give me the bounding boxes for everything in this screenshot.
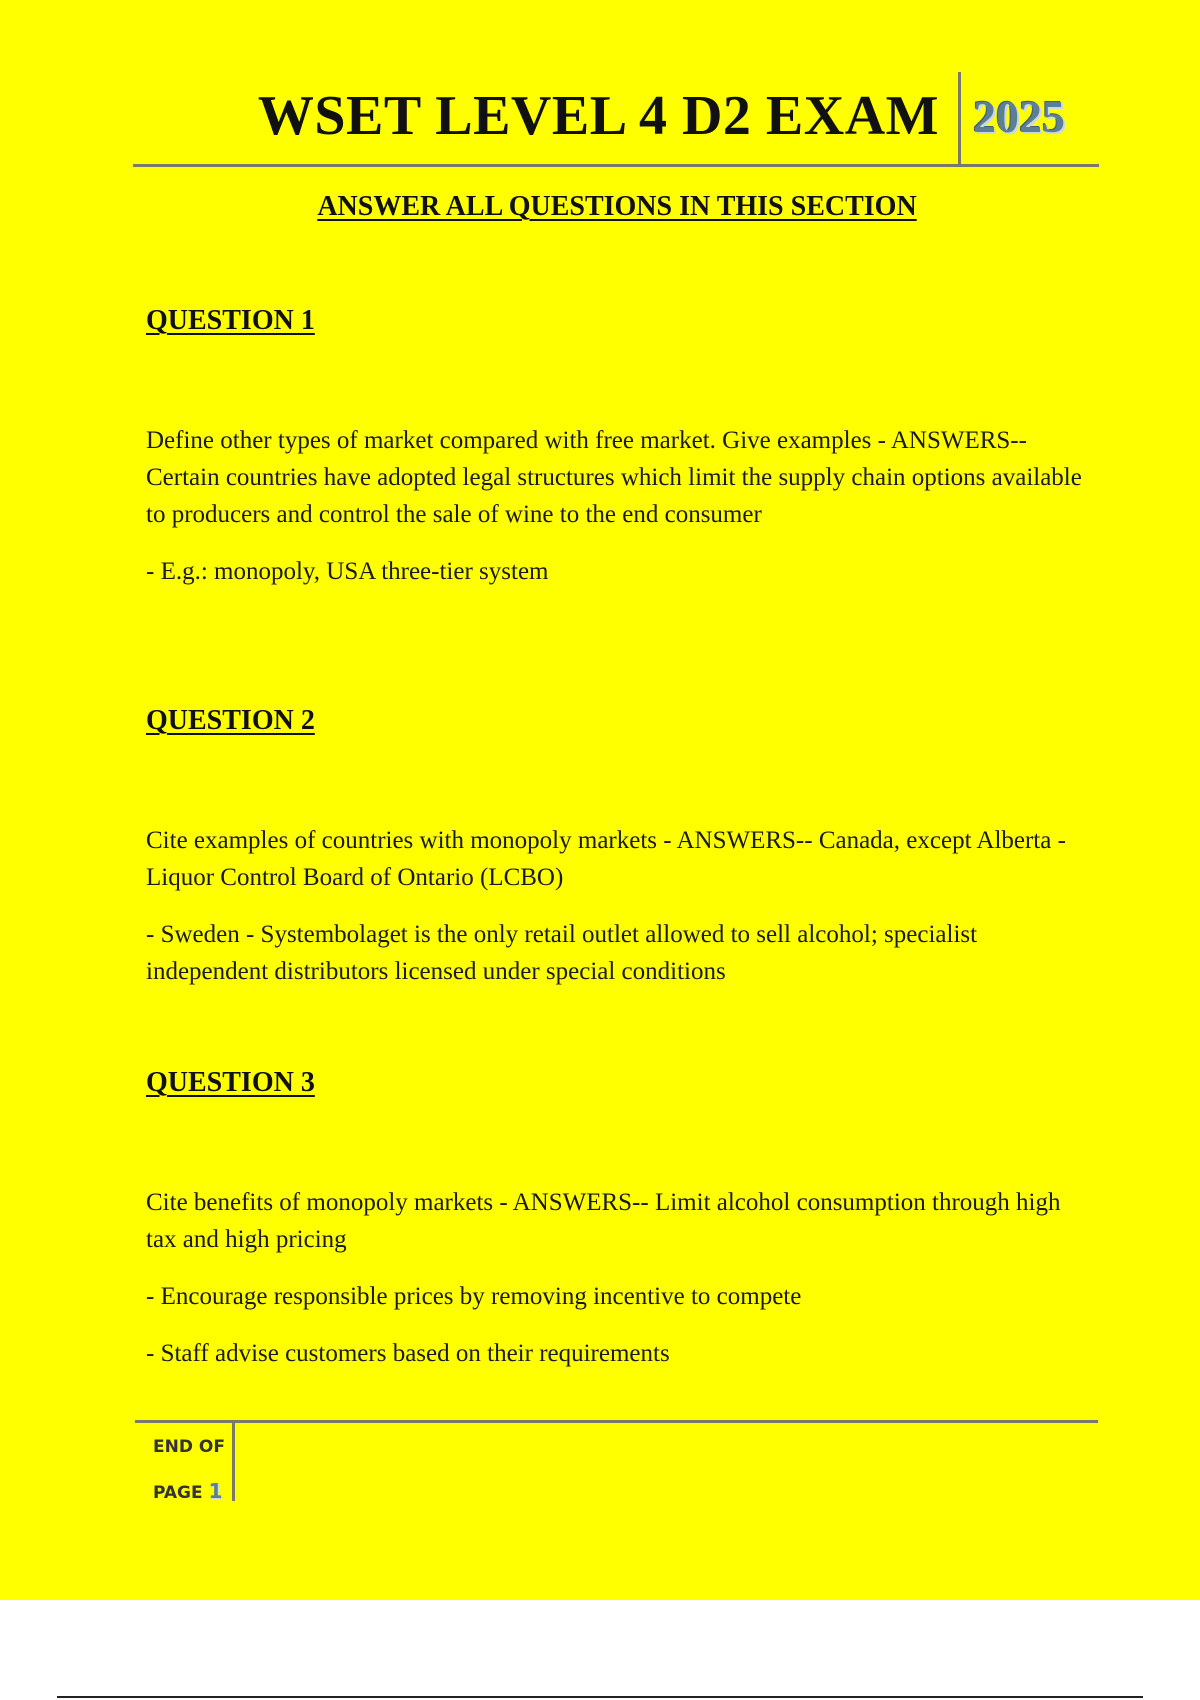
answer-bullet: - Sweden - Systembolaget is the only retail outlet allowed to sell alcohol; specialist independent distributors licensed under special conditions	[146, 921, 978, 985]
footer-divider	[232, 1423, 235, 1501]
section-heading: ANSWER ALL QUESTIONS IN THIS SECTION	[317, 191, 917, 222]
header-divider	[958, 72, 961, 164]
question-heading: QUESTION 1	[146, 305, 315, 336]
question-text: Define other types of market compared with free market. Give examples - ANSWERS-- Certain countries have adopted legal structures which limit the supply chain options available to producers and control the sale of wine to the end consumer	[146, 427, 1082, 528]
end-of-label: END OF	[153, 1437, 225, 1457]
question-1	[146, 305, 1091, 590]
question-text: Cite examples of countries with monopoly markets - ANSWERS-- Canada, except Alberta - Liquor Control Board of Ontario (LCBO)	[146, 827, 1066, 891]
question-2	[146, 705, 1091, 990]
page-footer	[135, 1420, 1098, 1503]
answer-bullet: - E.g.: monopoly, USA three-tier system	[146, 558, 549, 585]
question-3	[146, 1067, 1091, 1372]
bottom-rule	[57, 1696, 1143, 1698]
exam-title: WSET LEVEL 4 D2 EXAM	[257, 85, 939, 147]
answer-bullet: - Staff advise customers based on their requirements	[146, 1340, 670, 1367]
exam-year: 2025	[973, 91, 1065, 142]
question-heading: QUESTION 3	[146, 1067, 315, 1098]
question-text: Cite benefits of monopoly markets - ANSWERS-- Limit alcohol consumption through high tax and high pricing	[146, 1189, 1061, 1253]
page-number: 1	[208, 1479, 223, 1503]
page-word: PAGE	[153, 1483, 203, 1503]
question-heading: QUESTION 2	[146, 705, 315, 736]
page-label	[153, 1479, 222, 1503]
answer-bullet: - Encourage responsible prices by removing incentive to compete	[146, 1283, 802, 1310]
page-header	[133, 70, 1099, 167]
